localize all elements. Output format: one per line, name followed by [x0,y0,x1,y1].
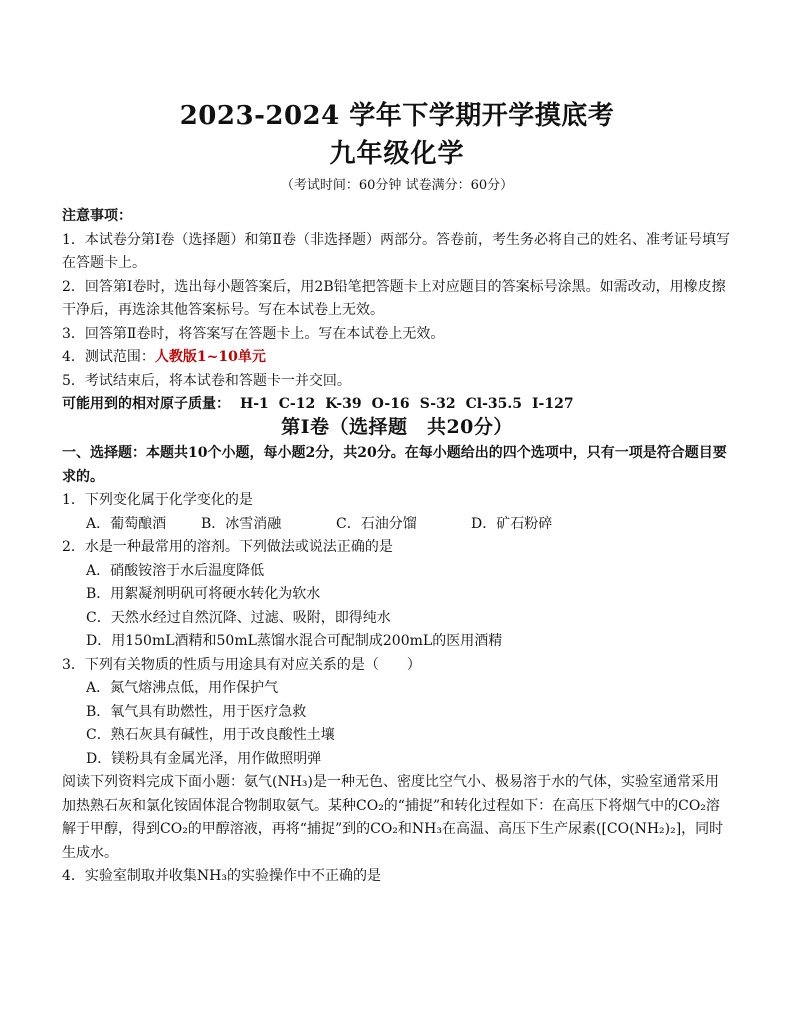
question-1-option-a: A．葡萄酿酒 [86,515,167,532]
atomic-mass-c: C-12 [278,396,316,412]
test-range: 人教版1~10单元 [154,349,266,365]
question-1-stem: 1．下列变化属于化学变化的是 [62,492,253,508]
atomic-mass-cl: Cl-35.5 [465,396,522,412]
question-3-option-b: B．氧气具有助燃性，用于医疗急救 [86,703,307,720]
section-title: 第Ⅰ卷（选择题 共20分） [281,416,513,438]
notice-item-5: 5．考试结束后，将本试卷和答题卡一并交回。 [62,372,351,389]
exam-title: 2023-2024 学年下学期开学摸底考 [179,101,615,131]
question-2-option-d: D．用150mL酒精和50mL蒸馏水混合可配制成200mL的医用酒精 [86,633,503,649]
question-1-option-b: B．冰雪消融 [201,515,282,532]
question-1-option-c: C．石油分馏 [336,515,417,532]
questions-section [62,442,732,889]
atomic-masses-label: 可能用到的相对原子质量： [62,396,230,412]
notice-item-4-prefix: 4．测试范围： [62,349,155,365]
notice-item-2: 2．回答第Ⅰ卷时，选出每小题答案后，用2B铅笔把答题卡上对应题目的答案标号涂黑。如需改动，用橡皮擦干净后，再选涂其他答案标号。写在本试卷上无效。 [62,278,726,318]
section-instruction: 一、选择题：本题共10个小题，每小题2分，共20分。在每小题给出的四个选项中，只有一项是符合题目要求的。 [62,445,727,485]
notice-item-4 [62,346,732,370]
notice-item-3: 3．回答第Ⅱ卷时，将答案写在答题卡上。写在本试卷上无效。 [62,325,445,342]
question-4-stem: 4．实验室制取并收集NH₃的实验操作中不正确的是 [62,868,381,884]
exam-info: （考试时间：60分钟 试卷满分：60分） [280,178,514,193]
atomic-mass-s: S-32 [419,396,456,412]
subject-title: 九年级化学 [329,139,465,169]
atomic-mass-o: O-16 [371,396,410,412]
question-1-option-d: D．矿石粉碎 [471,515,553,532]
question-3-stem: 3．下列有关物质的性质与用途具有对应关系的是（ ） [62,656,421,673]
reading-passage: 阅读下列资料完成下面小题：氨气(NH₃)是一种无色、密度比空气小、极易溶于水的气体，实验室通常采用加热熟石灰和氯化铵固体混合物制取氨气。某种CO₂的“捕捉”和转化过程如下：在高压下将烟气中的CO₂溶解于甲醇，得到CO₂的甲醇溶液，再将“捕捉”到的CO₂和NH₃在高温、高压下生产尿素([CO(NH₂)₂]，同时生成水。 [62,774,724,861]
question-3-option-d: D．镁粉具有金属光泽，用作做照明弹 [86,750,322,767]
question-2-option-a: A．硝酸铵溶于水后温度降低 [86,562,265,579]
atomic-mass-h: H-1 [240,396,269,412]
question-2-stem: 2．水是一种最常用的溶剂。下列做法或说法正确的是 [62,539,393,555]
question-3-option-c: C．熟石灰具有碱性，用于改良酸性土壤 [86,727,335,743]
notice-heading: 注意事项： [62,208,132,224]
question-2-option-c: C．天然水经过自然沉降、过滤、吸附，即得纯水 [86,609,391,626]
atomic-mass-i: I-127 [531,396,574,412]
notice-item-1: 1．本试卷分第Ⅰ卷（选择题）和第Ⅱ卷（非选择题）两部分。答卷前，考生务必将自己的姓名、准考证号填写在答题卡上。 [62,231,730,271]
question-3-options [62,677,732,771]
question-3-option-a: A．氮气熔沸点低，用作保护气 [86,680,279,696]
notice-section [62,205,732,417]
question-2-option-b: B．用絮凝剂明矾可将硬水转化为软水 [86,586,321,602]
atomic-mass-k: K-39 [325,396,362,412]
question-2-options [62,560,732,654]
question-1-options [62,513,732,537]
